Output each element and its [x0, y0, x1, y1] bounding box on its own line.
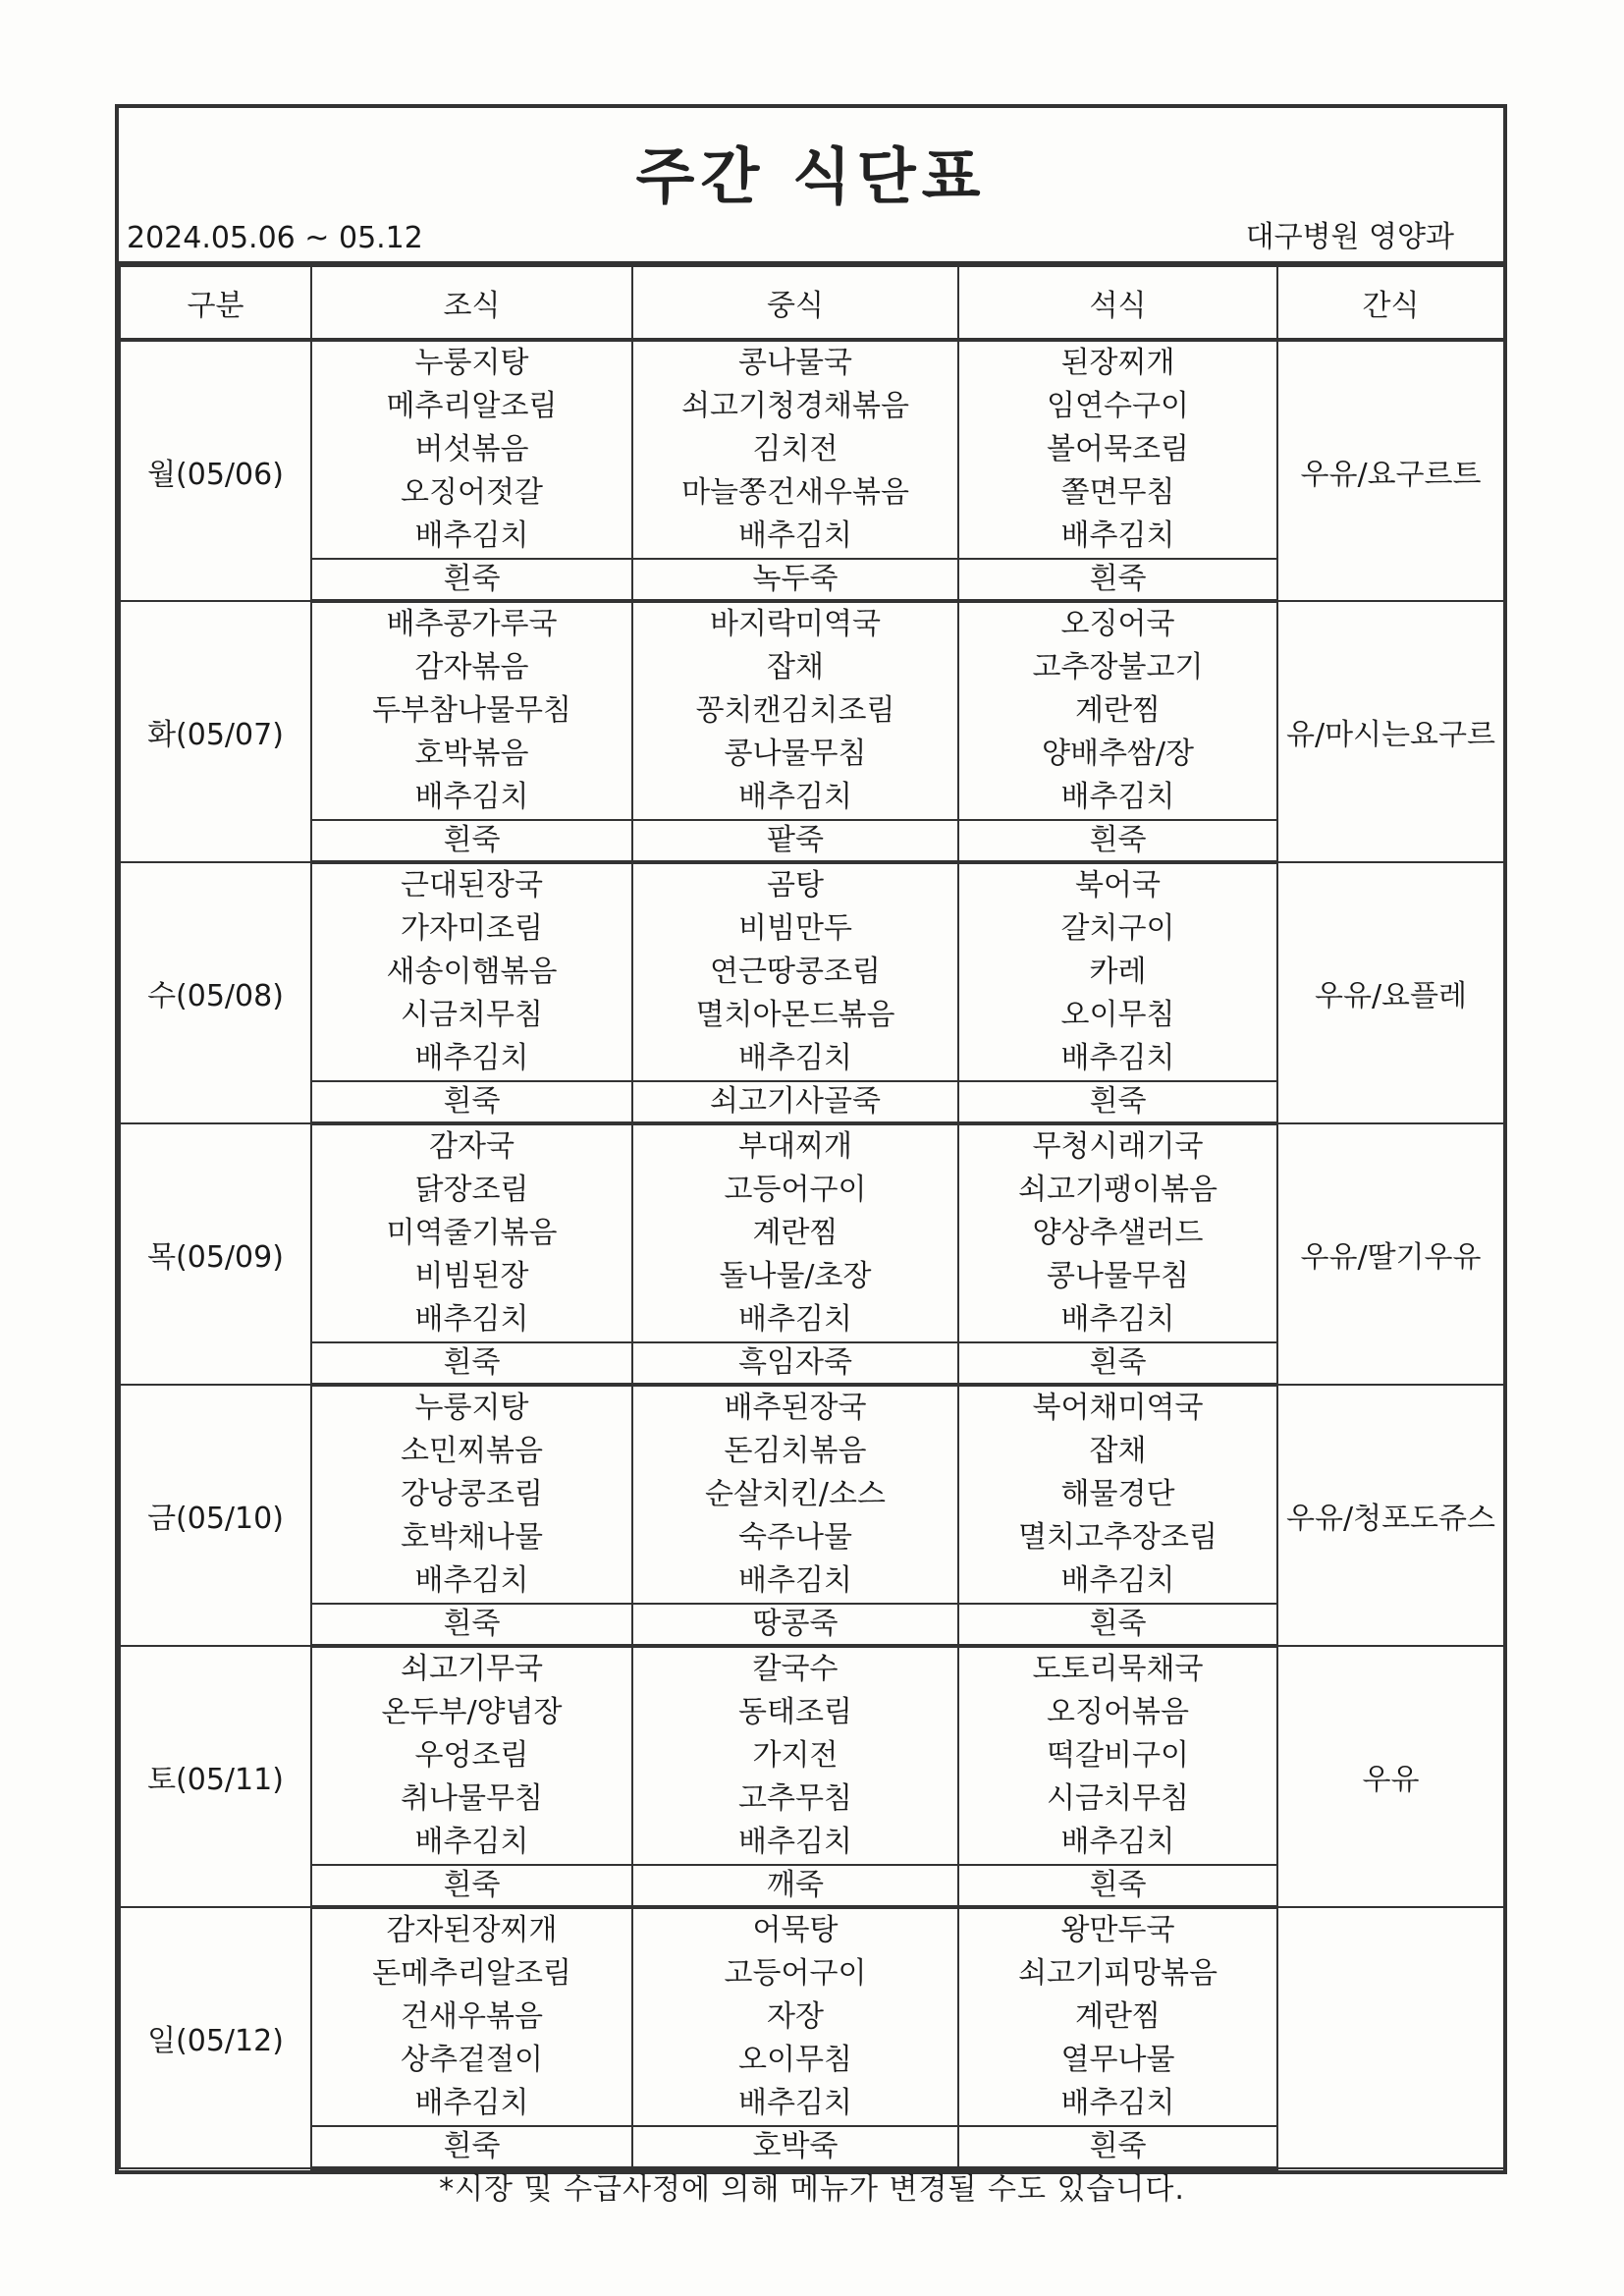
- menu-item: 오징어볶음: [1047, 1695, 1189, 1729]
- porridge-item: 흰죽: [958, 559, 1277, 601]
- menu-body: [120, 340, 1504, 2168]
- menu-item: 어묵탕: [752, 1913, 839, 1947]
- menu-item: 시금치무침: [401, 998, 543, 1032]
- breakfast-cell: [311, 340, 632, 559]
- menu-item: 배추김치: [1060, 2086, 1175, 2120]
- menu-item: 배추김치: [414, 1563, 529, 1598]
- menu-item: 김치전: [752, 432, 839, 466]
- menu-item: 오이무침: [1060, 998, 1175, 1032]
- menu-item: 호박채나물: [401, 1520, 543, 1555]
- menu-item: 배추김치: [738, 1041, 852, 1075]
- lunch-cell: [632, 1646, 958, 1865]
- dinner-cell: [958, 340, 1277, 559]
- column-header-lunch: 중식: [632, 266, 958, 340]
- menu-item: 근대된장국: [401, 868, 543, 902]
- breakfast-cell: [311, 1646, 632, 1865]
- menu-item: 취나물무침: [401, 1781, 543, 1816]
- menu-item: 두부참나물무침: [372, 693, 571, 728]
- menu-item: 돈메추리알조림: [372, 1956, 571, 1991]
- porridge-item: 흰죽: [311, 820, 632, 862]
- porridge-item: 쇠고기사골죽: [632, 1081, 958, 1123]
- dinner-cell: [958, 1646, 1277, 1865]
- menu-item: 멸치아몬드볶음: [695, 998, 895, 1032]
- porridge-item: 흰죽: [958, 1865, 1277, 1907]
- porridge-item: 흰죽: [311, 1342, 632, 1385]
- menu-item: 계란찜: [752, 1216, 839, 1250]
- menu-item: 콩나물무침: [724, 737, 867, 771]
- menu-item: 곰탕: [767, 868, 824, 902]
- menu-item: 강낭콩조림: [401, 1477, 543, 1511]
- day-row: [120, 601, 1504, 820]
- menu-item: 배추김치: [1060, 1041, 1175, 1075]
- menu-item: 꽁치캔김치조림: [695, 693, 895, 728]
- menu-item: 갈치구이: [1060, 911, 1175, 946]
- menu-item: 오이무침: [738, 2043, 852, 2077]
- menu-item: 고등어구이: [724, 1956, 867, 1991]
- menu-item: 해물경단: [1060, 1477, 1175, 1511]
- menu-item: 쇠고기무국: [401, 1652, 543, 1686]
- menu-item: 자장: [767, 1999, 824, 2034]
- breakfast-cell: [311, 601, 632, 820]
- menu-item: 배추김치: [738, 1563, 852, 1598]
- lunch-cell: [632, 1123, 958, 1342]
- menu-item: 상추겉절이: [401, 2043, 543, 2077]
- snack-cell: 우유/딸기우유: [1277, 1123, 1504, 1385]
- menu-item: 호박볶음: [414, 737, 529, 771]
- menu-item: 배추김치: [414, 519, 529, 553]
- menu-item: 무청시래기국: [1032, 1129, 1204, 1164]
- menu-item: 떡갈비구이: [1047, 1738, 1189, 1773]
- menu-item: 잡채: [1089, 1434, 1147, 1468]
- menu-item: 감자국: [429, 1129, 514, 1164]
- day-row: [120, 1385, 1504, 1604]
- porridge-item: 흰죽: [958, 1342, 1277, 1385]
- snack-cell: 우유/청포도쥬스: [1277, 1385, 1504, 1646]
- menu-item: 왕만두국: [1060, 1913, 1175, 1947]
- menu-item: 미역줄기볶음: [386, 1216, 558, 1250]
- breakfast-cell: [311, 1123, 632, 1342]
- porridge-item: 흰죽: [958, 1604, 1277, 1646]
- menu-item: 배추된장국: [724, 1391, 867, 1425]
- lunch-cell: [632, 1385, 958, 1604]
- menu-item: 쫄면무침: [1060, 475, 1175, 510]
- day-label: 일(05/12): [120, 1907, 311, 2168]
- lunch-cell: [632, 340, 958, 559]
- menu-item: 배추김치: [414, 1825, 529, 1859]
- porridge-item: 흰죽: [958, 820, 1277, 862]
- menu-item: 고추장불고기: [1032, 650, 1204, 684]
- menu-item: 고추무침: [738, 1781, 852, 1816]
- menu-item: 쇠고기피망볶음: [1018, 1956, 1218, 1991]
- lunch-cell: [632, 862, 958, 1081]
- porridge-item: 흰죽: [311, 1081, 632, 1123]
- lunch-cell: [632, 601, 958, 820]
- menu-item: 닭장조림: [414, 1173, 529, 1207]
- porridge-item: 녹두죽: [632, 559, 958, 601]
- porridge-item: 깨죽: [632, 1865, 958, 1907]
- menu-item: 계란찜: [1075, 693, 1161, 728]
- menu-item: 배추김치: [738, 2086, 852, 2120]
- day-row: [120, 862, 1504, 1081]
- porridge-item: 흰죽: [311, 559, 632, 601]
- menu-item: 칼국수: [752, 1652, 839, 1686]
- menu-item: 동태조림: [738, 1695, 852, 1729]
- menu-item: 감자된장찌개: [386, 1913, 558, 1947]
- day-label: 수(05/08): [120, 862, 311, 1123]
- menu-item: 비빔만두: [738, 911, 852, 946]
- footer-note: *시장 및 수급사정에 의해 메뉴가 변경될 수도 있습니다.: [439, 2172, 1185, 2207]
- menu-item: 도토리묵채국: [1032, 1652, 1204, 1686]
- organization: 대구병원 영양과: [1245, 220, 1454, 254]
- day-row: [120, 1646, 1504, 1865]
- menu-item: 우엉조림: [414, 1738, 529, 1773]
- breakfast-cell: [311, 1385, 632, 1604]
- menu-item: 북어국: [1075, 868, 1161, 902]
- menu-item: 배추김치: [414, 1302, 529, 1337]
- menu-item: 배추김치: [738, 1825, 852, 1859]
- dinner-cell: [958, 1123, 1277, 1342]
- menu-item: 열무나물: [1060, 2043, 1175, 2077]
- column-header-dinner: 석식: [958, 266, 1277, 340]
- menu-item: 잡채: [767, 650, 824, 684]
- menu-item: 배추김치: [738, 519, 852, 553]
- day-row: [120, 1123, 1504, 1342]
- menu-item: 온두부/양념장: [381, 1695, 563, 1729]
- menu-item: 바지락미역국: [710, 607, 881, 641]
- menu-item: 양상추샐러드: [1032, 1216, 1204, 1250]
- dinner-cell: [958, 862, 1277, 1081]
- day-label: 금(05/10): [120, 1385, 311, 1646]
- menu-item: 쇠고기팽이볶음: [1018, 1173, 1218, 1207]
- menu-item: 배추김치: [738, 1302, 852, 1337]
- menu-item: 비빔된장: [414, 1259, 529, 1293]
- porridge-item: 흰죽: [311, 1865, 632, 1907]
- menu-item: 배추김치: [414, 1041, 529, 1075]
- page-title: 주간 식단표: [635, 140, 987, 212]
- lunch-cell: [632, 1907, 958, 2126]
- menu-item: 배추콩가루국: [386, 607, 558, 641]
- menu-item: 건새우볶음: [401, 1999, 543, 2034]
- menu-item: 소민찌볶음: [401, 1434, 543, 1468]
- day-label: 화(05/07): [120, 601, 311, 862]
- menu-item: 배추김치: [1060, 519, 1175, 553]
- header-row: [120, 266, 1504, 340]
- snack-cell: 우유: [1277, 1646, 1504, 1907]
- snack-cell: 우유/요플레: [1277, 862, 1504, 1123]
- menu-item: 고등어구이: [724, 1173, 867, 1207]
- porridge-item: 흰죽: [311, 2126, 632, 2168]
- menu-frame: [115, 104, 1507, 2174]
- menu-item: 배추김치: [1060, 1302, 1175, 1337]
- menu-item: 된장찌개: [1060, 346, 1175, 380]
- porridge-item: 흰죽: [311, 1604, 632, 1646]
- menu-item: 콩나물무침: [1047, 1259, 1189, 1293]
- porridge-item: 팥죽: [632, 820, 958, 862]
- menu-item: 배추김치: [1060, 1563, 1175, 1598]
- porridge-item: 호박죽: [632, 2126, 958, 2168]
- menu-item: 돌나물/초장: [719, 1259, 872, 1293]
- column-header-breakfast: 조식: [311, 266, 632, 340]
- menu-item: 누룽지탕: [414, 1391, 529, 1425]
- menu-item: 쇠고기청경채볶음: [681, 389, 909, 423]
- menu-item: 배추김치: [738, 780, 852, 814]
- menu-item: 계란찜: [1075, 1999, 1161, 2034]
- menu-item: 오징어국: [1060, 607, 1175, 641]
- menu-item: 마늘쫑건새우볶음: [681, 475, 909, 510]
- menu-item: 멸치고추장조림: [1018, 1520, 1218, 1555]
- menu-item: 배추김치: [1060, 1825, 1175, 1859]
- menu-item: 임연수구이: [1047, 389, 1189, 423]
- snack-cell: 우유/요구르트: [1277, 340, 1504, 601]
- porridge-item: 흰죽: [958, 2126, 1277, 2168]
- porridge-item: 흰죽: [958, 1081, 1277, 1123]
- menu-item: 콩나물국: [738, 346, 852, 380]
- menu-item: 배추김치: [414, 780, 529, 814]
- menu-item: 카레: [1089, 955, 1147, 989]
- menu-item: 메추리알조림: [386, 389, 558, 423]
- snack-cell: [1277, 1907, 1504, 2168]
- menu-item: 부대찌개: [738, 1129, 852, 1164]
- menu-item: 북어채미역국: [1032, 1391, 1204, 1425]
- menu-item: 오징어젓갈: [401, 475, 543, 510]
- day-row: [120, 340, 1504, 559]
- menu-item: 감자볶음: [414, 650, 529, 684]
- column-header-category: 구분: [120, 266, 311, 340]
- menu-item: 돈김치볶음: [724, 1434, 867, 1468]
- title-area: [119, 108, 1503, 265]
- breakfast-cell: [311, 862, 632, 1081]
- day-label: 목(05/09): [120, 1123, 311, 1385]
- dinner-cell: [958, 1907, 1277, 2126]
- menu-item: 시금치무침: [1047, 1781, 1189, 1816]
- menu-item: 가지전: [752, 1738, 839, 1773]
- date-range: 2024.05.06 ~ 05.12: [127, 221, 423, 255]
- porridge-item: 흑임자죽: [632, 1342, 958, 1385]
- day-row: [120, 1907, 1504, 2126]
- day-label: 월(05/06): [120, 340, 311, 601]
- menu-item: 연근땅콩조림: [710, 955, 881, 989]
- menu-item: 배추김치: [1060, 780, 1175, 814]
- menu-item: 버섯볶음: [414, 432, 529, 466]
- column-header-snack: 간식: [1277, 266, 1504, 340]
- menu-item: 순살치킨/소스: [705, 1477, 886, 1511]
- menu-item: 새송이햄볶음: [386, 955, 558, 989]
- dinner-cell: [958, 1385, 1277, 1604]
- menu-item: 누룽지탕: [414, 346, 529, 380]
- snack-cell: 유/마시는요구르: [1277, 601, 1504, 862]
- breakfast-cell: [311, 1907, 632, 2126]
- menu-item: 볼어묵조림: [1047, 432, 1189, 466]
- dinner-cell: [958, 601, 1277, 820]
- menu-table: [119, 265, 1505, 2170]
- menu-item: 배추김치: [414, 2086, 529, 2120]
- menu-item: 숙주나물: [738, 1520, 852, 1555]
- day-label: 토(05/11): [120, 1646, 311, 1907]
- menu-item: 양배추쌈/장: [1041, 737, 1194, 771]
- porridge-item: 땅콩죽: [632, 1604, 958, 1646]
- menu-item: 가자미조림: [401, 911, 543, 946]
